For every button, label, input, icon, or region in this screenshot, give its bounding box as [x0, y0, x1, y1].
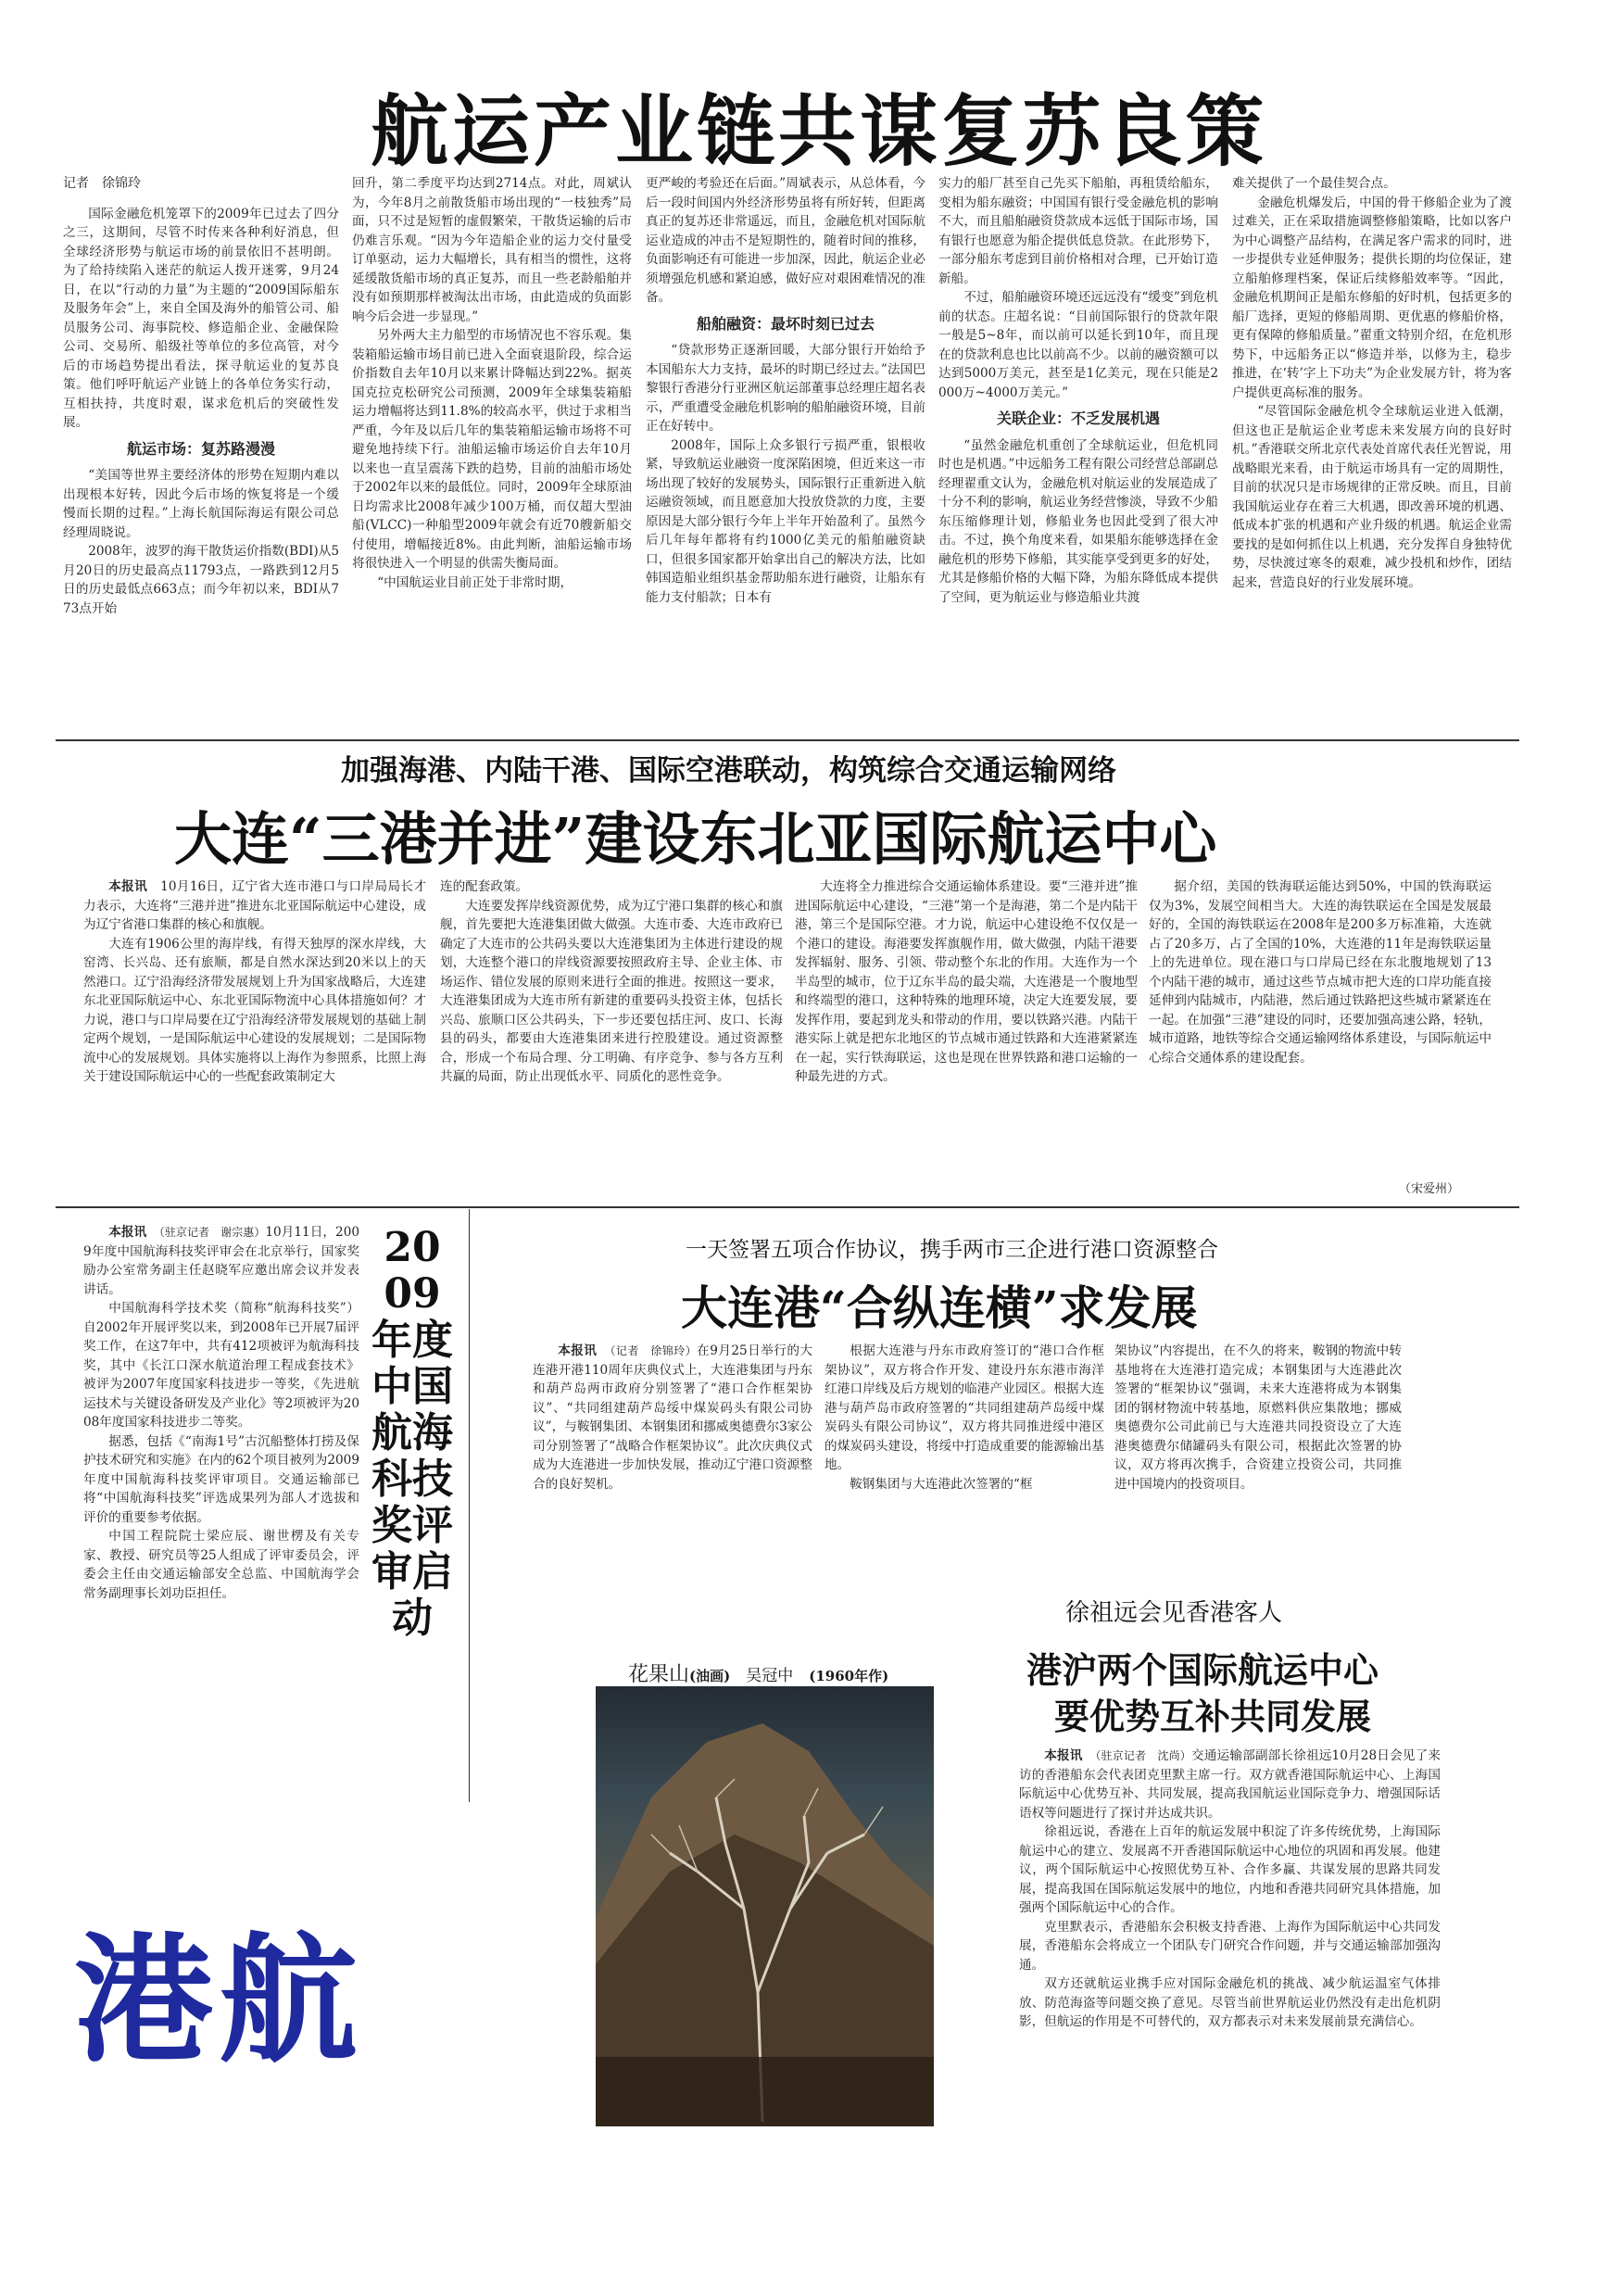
- article2-author: （宋爱州）: [1399, 1182, 1460, 1196]
- article5-first-text: 交通运输部副部长徐祖远10月28日会见了来访的香港船东会代表团克里默主席一行。双方就香港国际航运中心、上海国际航运中心优势互补、共同发展，提高我国航运业国际竞争力、增强国际话语权等问题进行了探讨并达成共识。: [1019, 1748, 1441, 1821]
- paragraph: [533, 1342, 812, 1494]
- article4-column-2: [825, 1342, 1104, 1592]
- paragraph: 连的配套政策。: [440, 879, 529, 894]
- section-logo: 港航: [74, 1921, 364, 2082]
- article4-kicker: 一天签署五项合作协议，携手两市三企进行港口资源整合: [686, 1238, 1218, 1262]
- article1-column-4: [938, 174, 1218, 730]
- divider: [56, 739, 1519, 741]
- article2-lead: 本报讯: [108, 879, 148, 894]
- paragraph: 金融危机爆发后，中国的骨干修船企业为了渡过难关，正在采取措施调整修船策略，比如以客户为中心调整产品结构，在满足客户需求的同时，进一步提供专业延伸服务；提供长期的均位保证，建立船舶修理档案，保证后续修船效率等。“因此，金融危机期间正是船东修船的好时机，包括更多的船厂选择，更短的修船周期、更优惠的修船价格，更有保障的修船质量。”翟重文特别介绍，在危机形势下，中远船务正以“修造并举，以修为主，稳步推进，在‘转’字上下功夫”为企业发展方针，将为客户提供更高标准的服务。: [1232, 195, 1512, 400]
- divider: [469, 1209, 470, 1802]
- article3-first-text: 10月11日，2009年度中国航海科技奖评审会在北京举行，国家奖励办公室常务副主任赵晓军应邀出席会议并发表讲话。: [83, 1225, 359, 1297]
- article1-subhead-enterprise: 关联企业：不乏发展机遇: [996, 410, 1160, 427]
- paragraph: 克里默表示，香港船东会积极支持香港、上海作为国际航运中心共同发展，香港船东会将成立一个团队专门研究合作问题，并与交通运输部加强沟通。: [1019, 1919, 1441, 1973]
- paragraph: 不过，船舶融资环境还远远没有“缓变”到危机前的状态。庄超名说：“目前国际银行的贷款年限一般是5~8年，而以前可以延长到10年，而且现在的贷款利息也比以前高不少。以前的融资额可以达到5000万美元，甚至是1亿美元，现在只能是2000万~4000万美元。”: [938, 290, 1218, 400]
- paragraph: “贷款形势正逐渐回暖，大部分银行开始给予本国船东大力支持，最坏的时期已经过去。”法国巴黎银行香港分行亚洲区航运部董事总经理庄超名表示，严重遭受金融危机影响的船舶融资环境，目前正在好转中。: [646, 343, 925, 434]
- article2-column-4: [1149, 877, 1492, 1179]
- paragraph: 架协议”内容提出，在不久的将来，鞍钢的物流中转基地将在大连港打造完成；本钢集团与大连港此次签署的“框架协议”强调，未来大连港将成为本钢集团的钢材物流中转基地，原燃料供应集散地；挪威奥德费尔公司此前已与大连港共同投资设立了大连港奥德费尔储罐码头有限公司，根据此次签署的协议，双方将再次携手，合资建立投资公司，共同推进中国境内的投资项目。: [1114, 1343, 1402, 1492]
- paragraph: 鞍钢集团与大连港此次签署的“框: [850, 1476, 1033, 1492]
- paragraph: 大连将全力推进综合交通运输体系建设。要“三港并进”推进国际航运中心建设，“三港”第一个是海港，第二个是内陆干港，第三个是国际空港。才力说，航运中心建设绝不仅仅是一个港口的建设。海港要发挥旗舰作用，做大做强，内陆干港要发挥辐射、服务、引领、带动整个东北的作用。大连作为一个半岛型的城市，位于辽东半岛的最尖端，大连港是一个腹地型和终端型的港口，这种特殊的地理环境，决定大连要发展，要发挥作用，要起到龙头和带动的作用，要以铁路兴港。内陆干港实际上就是把东北地区的节点城市通过铁路和大连港紧紧连在一起，实行铁海联运，这也是现在世界铁路和港口运输的一种最先进的方式。: [795, 879, 1138, 1084]
- paragraph: 据介绍，美国的铁海联运能达到50%，中国的铁海联运仅为3%，发展空间相当大。大连的海铁联运在全国是发展最好的，全国的海铁联运在2008年是200多万标准箱，大连就占了20多万，占了全国的10%，大连港的11年是海铁联运量上的先进单位。现在港口与口岸局已经在东北腹地规划了13个内陆干港的城市，通过这些节点城市把大连的口岸功能直接延伸到内陆城市，内陆港，然后通过铁路把这些城市紧紧连在一起。在加强“三港”建设的同时，还要加强高速公路，轻轨，城市道路，地铁等综合交通运输网络体系建设，与国际航运中心综合交通体系的建设配套。: [1149, 879, 1492, 1066]
- article5-byline: （驻京记者 沈尚）: [1095, 1749, 1191, 1762]
- painting-image: [596, 1686, 934, 2126]
- paragraph: [83, 877, 426, 935]
- paragraph: 实力的船厂甚至自己先买下船舶，再租赁给船东，变相为船东融资；中国国有银行受金融危机的影响不大，而且船舶融资贷款成本远低于国际市场，国有银行也愿意为船企提供低息贷款。在此形势下，一部分船东考虑到目前价格相对合理，已开始订造新船。: [938, 176, 1218, 286]
- paragraph: 徐祖远说，香港在上百年的航运发展中积淀了许多传统优势，上海国际航运中心的建立、发展离不开香港国际航运中心地位的巩固和再发展。他建议，两个国际航运中心按照优势互补、合作多赢、共谋发展的思路共同发展，提高我国在国际航运发展中的地位，内地和香港共同研究具体措施，加强两个国际航运中心的合作。: [1019, 1824, 1441, 1915]
- article2-column-1: [83, 877, 426, 1197]
- paragraph: 大连要发挥岸线资源优势，成为辽宁港口集群的核心和旗舰，首先要把大连港集团做大做强。大连市委、大连市政府已确定了大连市的公共码头要以大连港集团为主体进行建设的规划，大连整个港口的岸线资源要按照政府主导、企业主体、市场运作、错位发展的原则来进行全面的推进。按照这一要求，大连港集团成为大连市所有新建的重要码头投资主体，包括长兴岛、旅顺口区公共码头，下一步还要包括庄河、皮口、长海县的码头，都要由大连港集团来进行控股建设。通过资源整合，形成一个布局合理、分工明确、有序竞争、参与各方互利共赢的局面，防止出现低水平、同质化的恶性竞争。: [440, 898, 783, 1084]
- article2-kicker: 加强海港、内陆干港、国际空港联动，构筑综合交通运输网络: [341, 754, 1116, 788]
- article3-vertical-title: 2009年度中国航海科技奖评审启动: [371, 1224, 453, 1642]
- paragraph: [1019, 1747, 1441, 1822]
- article4-column-3: [1114, 1342, 1402, 1592]
- article2-title: 大连“三港并进”建设东北亚国际航运中心: [174, 805, 1217, 873]
- article5-kicker: 徐祖远会见香港客人: [1065, 1599, 1283, 1627]
- paragraph: 双方还就航运业携手应对国际金融危机的挑战、减少航运温室气体排放、防范海盗等问题交换了意见。尽管当前世界航运业仍然没有走出危机阴影，但航运的作用是不可替代的，双方都表示对未来发展前景充满信心。: [1019, 1976, 1441, 2029]
- article2-first-text: 10月16日，辽宁省大连市港口与口岸局局长才力表示，大连将“三港并进”推进东北亚国际航运中心建设，成为辽宁省港口集群的核心和旗舰。: [83, 879, 426, 932]
- article3-lead: 本报讯: [108, 1225, 147, 1240]
- article4-title: 大连港“合纵连横”求发展: [681, 1280, 1198, 1335]
- article1-byline: 记者 徐锦玲: [63, 176, 141, 191]
- paragraph: “虽然金融危机重创了全球航运业，但危机同时也是机遇。”中远船务工程有限公司经营总部副总经理翟重文认为，金融危机对航运业的发展造成了十分不利的影响，航运业务经营惨淡，导致不少船东压缩修理计划，修船业务也因此受到了很大冲击。不过，换个角度来看，如果船东能够选择在金融危机的形势下修船，其实能享受到更多的好处，尤其是修船价格的大幅下降，为船东降低成本提供了空间，更为航运业与修造船业共渡: [938, 437, 1218, 605]
- paragraph: 国际金融危机笼罩下的2009年已过去了四分之三，这期间，尽管不时传来各种利好消息，但全球经济形势与航运市场的前景依旧不甚明朗。为了给持续陷入迷茫的航运人拨开迷雾，9月24日，在以“行动的力量”为主题的“2009国际船东及服务年会”上，来自全国及海外的船管公司、船员服务公司、海事院校、修造船企业、金融保险公司、交易所、船级社等单位的多位高管，对今后的市场趋势提出看法，探寻航运业的复苏良策。他们呼吁航运产业链上的各单位务实行动，互相扶持，共度时艰，谋求危机后的突破性发展。: [63, 206, 339, 430]
- article1-subhead-finance: 船舶融资：最坏时刻已过去: [696, 314, 875, 333]
- paragraph: 另外两大主力船型的市场情况也不容乐观。集装箱船运输市场目前已进入全面衰退阶段，综合运价指数自去年10月以来累计降幅达到22%。据英国克拉克松研究公司预测，2009年全球集装箱船运力增幅将达到11.8%的较高水平，供过于求相当严重，今年及以后几年的集装箱船运输市场将不可避免地持续下行。油船运输市场运价自去年10月以来也一直呈震荡下跌的趋势，目前的油船市场处于2002年以来的最低位。同时，2009年全球原油日均需求比2008年减少100万桶，而仅超大型油船(VLCC)一种船型2009年就会有近70艘新船交付使用，增幅接近8%。由此判断，油船运输市场将很快进入一个明显的供需失衡局面。: [352, 328, 632, 571]
- article1-column-2: [352, 174, 632, 730]
- article1-subhead-market: 航运市场：复苏路漫漫: [126, 439, 275, 458]
- article4-byline: （记者 徐锦玲）: [610, 1344, 698, 1357]
- article5-title-line-2: 要优势互补共同发展: [1054, 1696, 1372, 1737]
- article4-column-1: [533, 1342, 812, 1592]
- paragraph: [83, 1223, 359, 1299]
- article1-column-5: [1232, 174, 1512, 730]
- article1-column-3: [646, 174, 925, 730]
- paragraph: “美国等世界主要经济体的形势在短期内难以出现根本好转，因此今后市场的恢复将是一个缓慢而长期的过程。”上海长航国际海运有限公司总经理周晓说。: [63, 468, 339, 540]
- divider: [56, 1206, 1519, 1208]
- painting-title: 花果山: [628, 1663, 690, 1686]
- article5-title-line-1: 港沪两个国际航运中心: [1026, 1649, 1379, 1691]
- article1-column-1: [63, 174, 339, 730]
- painting-year: (1960年作): [809, 1668, 889, 1684]
- paragraph: “尽管国际金融危机令全球航运业进入低潮，但这也正是航运企业考虑未来发展方向的良好时机。”香港联交所北京代表处首席代表任光智说，用战略眼光来看，由于航运市场具有一定的周期性，目前的状况只是市场规律的正常反映。而且，目前我国航运业存在着三大机遇，即改善环境的机遇、低成本扩张的机遇和产业升级的机遇。航运企业需要找的是如何抓住以上机遇，充分发挥自身独特优势，尽快渡过寒冬的艰难，减少投机和炒作，团结起来，营造良好的行业发展环境。: [1232, 404, 1512, 590]
- article5-lead: 本报讯: [1044, 1748, 1083, 1763]
- article1-title: 航运产业链共谋复苏良策: [371, 86, 1268, 177]
- paragraph: 回升，第二季度平均达到2714点。对此，周斌认为，今年8月之前散货船市场出现的“一枝独秀”局面，只不过是短暂的虚假繁荣，干散货运输的后市仍难言乐观。“因为今年造船企业的运力交付量受订单驱动，运力大幅增长，具有相当的惯性，这将延缓散货船市场的真正复苏，而且一些老龄船舶并没有如预期那样被淘汰出市场，由此造成的负面影响今后会进一步显现。”: [352, 176, 632, 324]
- paragraph: 2008年，波罗的海干散货运价指数(BDI)从5月20日的历史最高点11793点，一路跌到12月5日的历史最低点663点；而今年初以来，BDI从773点开始: [63, 544, 339, 616]
- article5-body: [1019, 1747, 1441, 2191]
- painting-illustration: [596, 1686, 934, 2126]
- article3-body: [83, 1223, 359, 1788]
- paragraph: 中国工程院院士梁应辰、谢世楞及有关专家、教授、研究员等25人组成了评审委员会，评委会主任由交通运输部安全总监、中国航海学会常务副理事长刘功臣担任。: [83, 1529, 359, 1601]
- painting-artist: 吴冠中: [746, 1667, 794, 1685]
- article2-column-2: [440, 877, 783, 1197]
- paragraph: 据悉，包括《“南海1号”古沉船整体打捞及保护技术研究和实施》在内的62个项目被列为2009年度中国航海科技奖评审项目。交通运输部已将“中国航海科技奖”评选成果列为部人才选拔和评价的重要参考依据。: [83, 1433, 359, 1525]
- paragraph: “中国航运业目前正处于非常时期，: [377, 574, 573, 590]
- article4-lead: 本报讯: [558, 1343, 598, 1358]
- painting-medium: (油画): [689, 1668, 731, 1684]
- article3-byline: （驻京记者 谢宗惠）: [158, 1226, 266, 1239]
- paragraph: 难关提供了一个最佳契合点。: [1232, 176, 1396, 191]
- paragraph: 大连有1906公里的海岸线，有得天独厚的深水岸线，大窑湾、长兴岛、还有旅顺，都是自然水深达到20米以上的天然港口。辽宁沿海经济带发展规划上升为国家战略后，大连建东北亚国际航运中心、东北亚国际物流中心具体措施如何？才力说，港口与口岸局要在辽宁沿海经济带发展规划的基础上制定两个规划，一是国际航运中心建设的发展规划；二是国际物流中心的发展规划。具体实施将以上海作为参照系，比照上海关于建设国际航运中心的一些配套政策制定大: [83, 936, 426, 1084]
- paragraph: 更严峻的考验还在后面。”周斌表示，从总体看，今后一段时间国内外经济形势虽将有所好转，但距离真正的复苏还非常遥远，而且，金融危机对国际航运业造成的冲击不是短期性的，随着时间的推移，负面影响还有可能进一步加深，因此，航运企业必须增强危机感和紧迫感，做好应对艰困难情况的准备。: [646, 176, 925, 305]
- painting-caption: [628, 1658, 888, 1687]
- article2-column-3: [795, 877, 1138, 1197]
- article4-first-text: 在9月25日举行的大连港开港110周年庆典仪式上，大连港集团与丹东和葫芦岛两市政府分别签署了“港口合作框架协议”、“共同组建葫芦岛绥中煤炭码头有限公司协议”，与鞍钢集团、本钢集团和挪威奥德费尔3家公司分别签署了“战略合作框架协议”。此次庆典仪式成为大连港进一步加快发展，推动辽宁港口资源整合的良好契机。: [533, 1343, 812, 1492]
- paragraph: 根据大连港与丹东市政府签订的“港口合作框架协议”，双方将合作开发、建设丹东东港市海洋红港口岸线及后方规划的临港产业园区。根据大连港与葫芦岛市政府签署的“共同组建葫芦岛绥中煤炭码头有限公司协议”，双方将共同推进绥中港区的煤炭码头建设，将绥中打造成重要的能源输出基地。: [825, 1343, 1104, 1472]
- paragraph: 2008年，国际上众多银行亏损严重，银根收紧，导致航运业融资一度深陷困境，但近来这一市场出现了较好的发展势头，国际银行正重新进入航运融资领域，而且愿意加大投放贷款的力度，主要原因是大部分银行今年上半年开始盈利了。虽然今后几年每年都将有约1000亿美元的船舶融资缺口，但很多国家都开始拿出自己的解决方法，比如韩国造船业组织基金帮助船东进行融资，让船东有能力支付船款；日本有: [646, 437, 925, 605]
- paragraph: 中国航海科学技术奖（简称“航海科技奖”）自2002年开展评奖以来，到2008年已开展7届评奖工作，在这7年中，共有412项被评为航海科技奖，其中《长江口深水航道治理工程成套技术》被评为2007年度国家科技进步一等奖，《先进航运技术与关键设备研发及产业化》等2项被评为2008年度国家科技进步二等奖。: [83, 1301, 359, 1430]
